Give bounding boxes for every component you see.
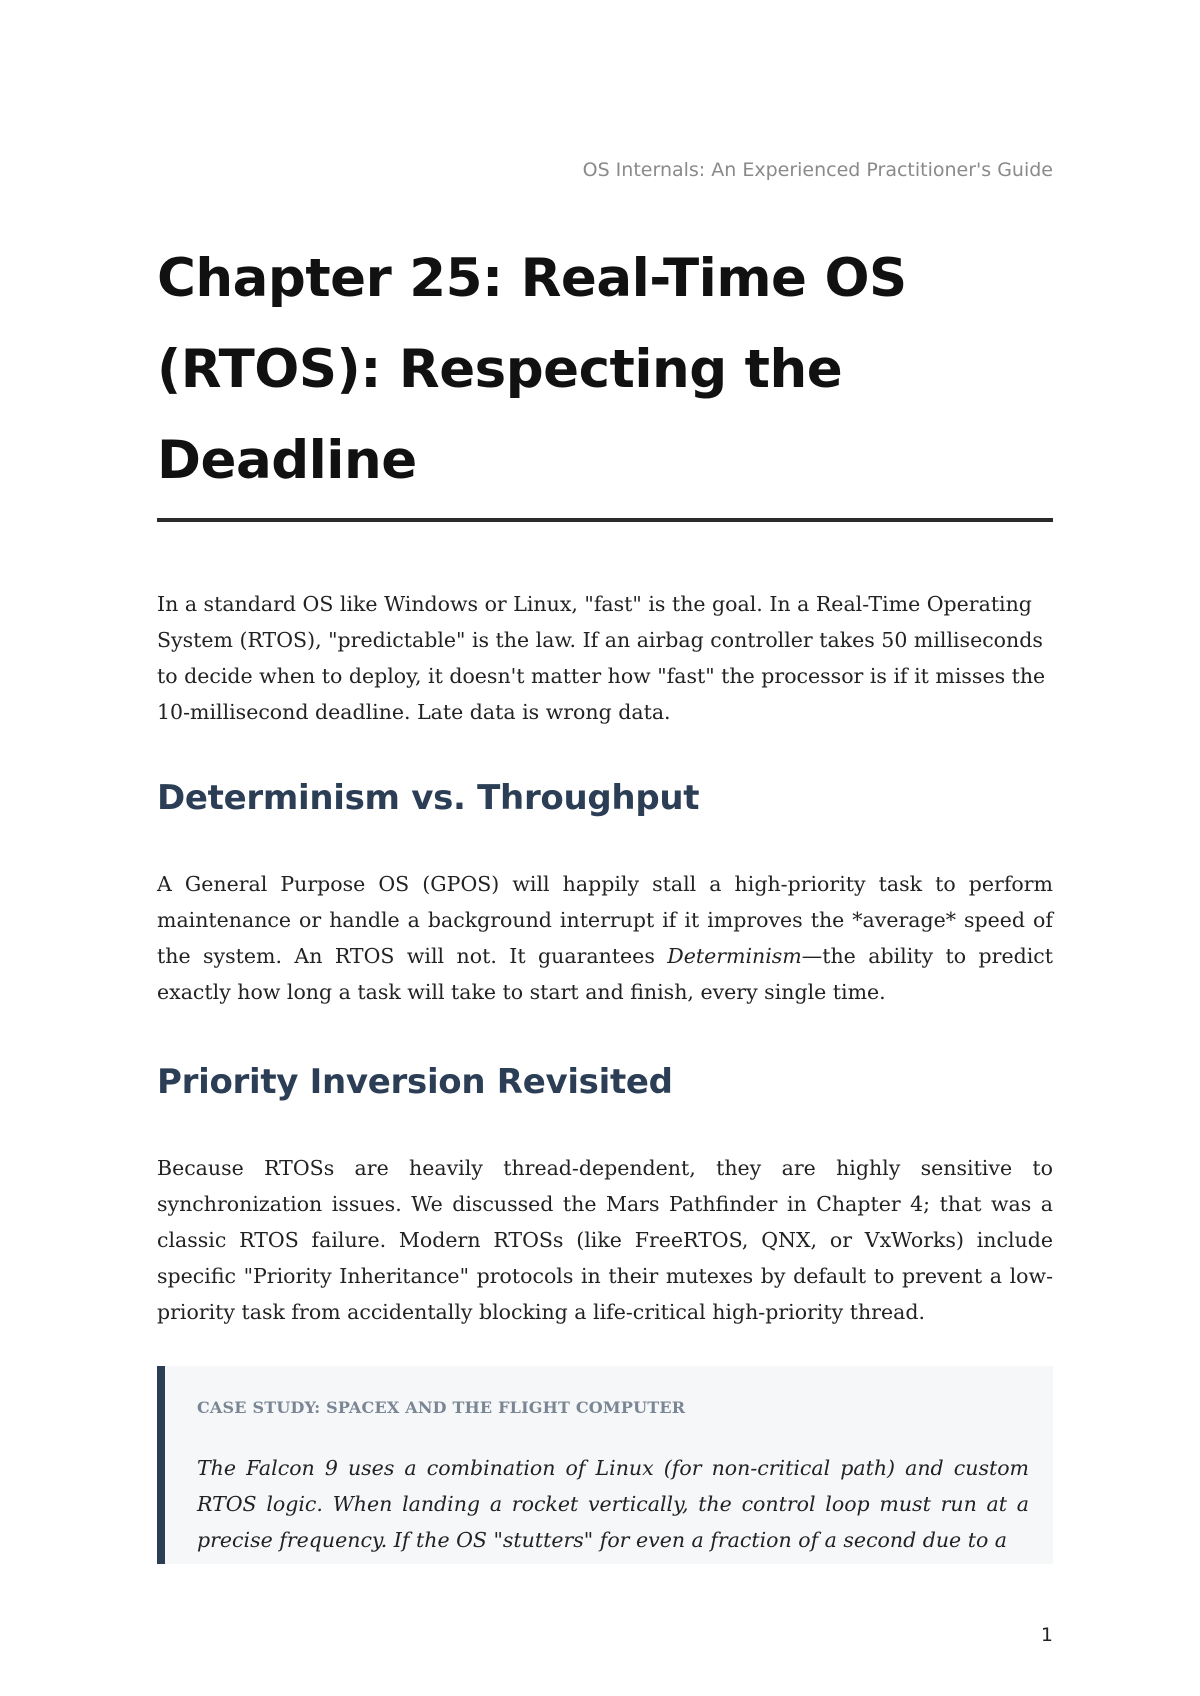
chapter-title-line-1: Chapter 25: Real-Time OS <box>157 248 907 309</box>
determinism-paragraph <box>157 866 1053 1010</box>
determinism-text-before: A General Purpose OS (GPOS) will happily stall a high-priority task to perform maintenance or handle a background interrupt if it improves the *average* speed of the system. An RTOS will not. It guarantees <box>157 872 1053 968</box>
document-page <box>157 0 1053 1696</box>
priority-inversion-paragraph: Because RTOSs are heavily thread-dependent, they are highly sensitive to synchronization issues. We discussed the Mars Pathfinder in Chapter 4; that was a classic RTOS failure. Modern RTOSs (like FreeRTOS, QNX, or VxWorks) include specific "Priority Inheritance" protocols in their mutexes by default to prevent a low-priority task from accidentally blocking a life-critical high-priority thread. <box>157 1156 1053 1324</box>
running-header: OS Internals: An Experienced Practitioner's Guide <box>582 159 1053 181</box>
chapter-title-line-2: (RTOS): Respecting the <box>157 339 843 400</box>
section-heading-determinism: Determinism vs. Throughput <box>157 778 700 818</box>
intro-paragraph: In a standard OS like Windows or Linux, "fast" is the goal. In a Real-Time Operating System (RTOS), "predictable" is the law. If an airbag controller takes 50 milliseconds to decide when to deploy, it doesn't matter how "fast" the processor is if it misses the 10-millisecond deadline. Late data is wrong data. <box>157 592 1046 724</box>
determinism-text-after: —the ability to predict exactly how long a task will take to start and finish, every single time. <box>157 944 1053 1004</box>
title-divider <box>157 518 1053 522</box>
page-number: 1 <box>1040 1624 1053 1646</box>
chapter-title-line-3: Deadline <box>157 430 417 491</box>
case-study-callout <box>157 1366 1053 1564</box>
chapter-title <box>157 233 1053 506</box>
section-heading-priority-inversion: Priority Inversion Revisited <box>157 1062 673 1102</box>
case-study-text: The Falcon 9 uses a combination of Linux (for non-critical path) and custom RTOS logic. When landing a rocket vertically, the control loop must run at a precise frequency. If the OS "stutters" for even a fraction of a second due to a <box>197 1456 1029 1552</box>
determinism-emphasis: Determinism <box>667 944 802 968</box>
case-study-label: CASE STUDY: SPACEX AND THE FLIGHT COMPUTER <box>197 1398 686 1417</box>
